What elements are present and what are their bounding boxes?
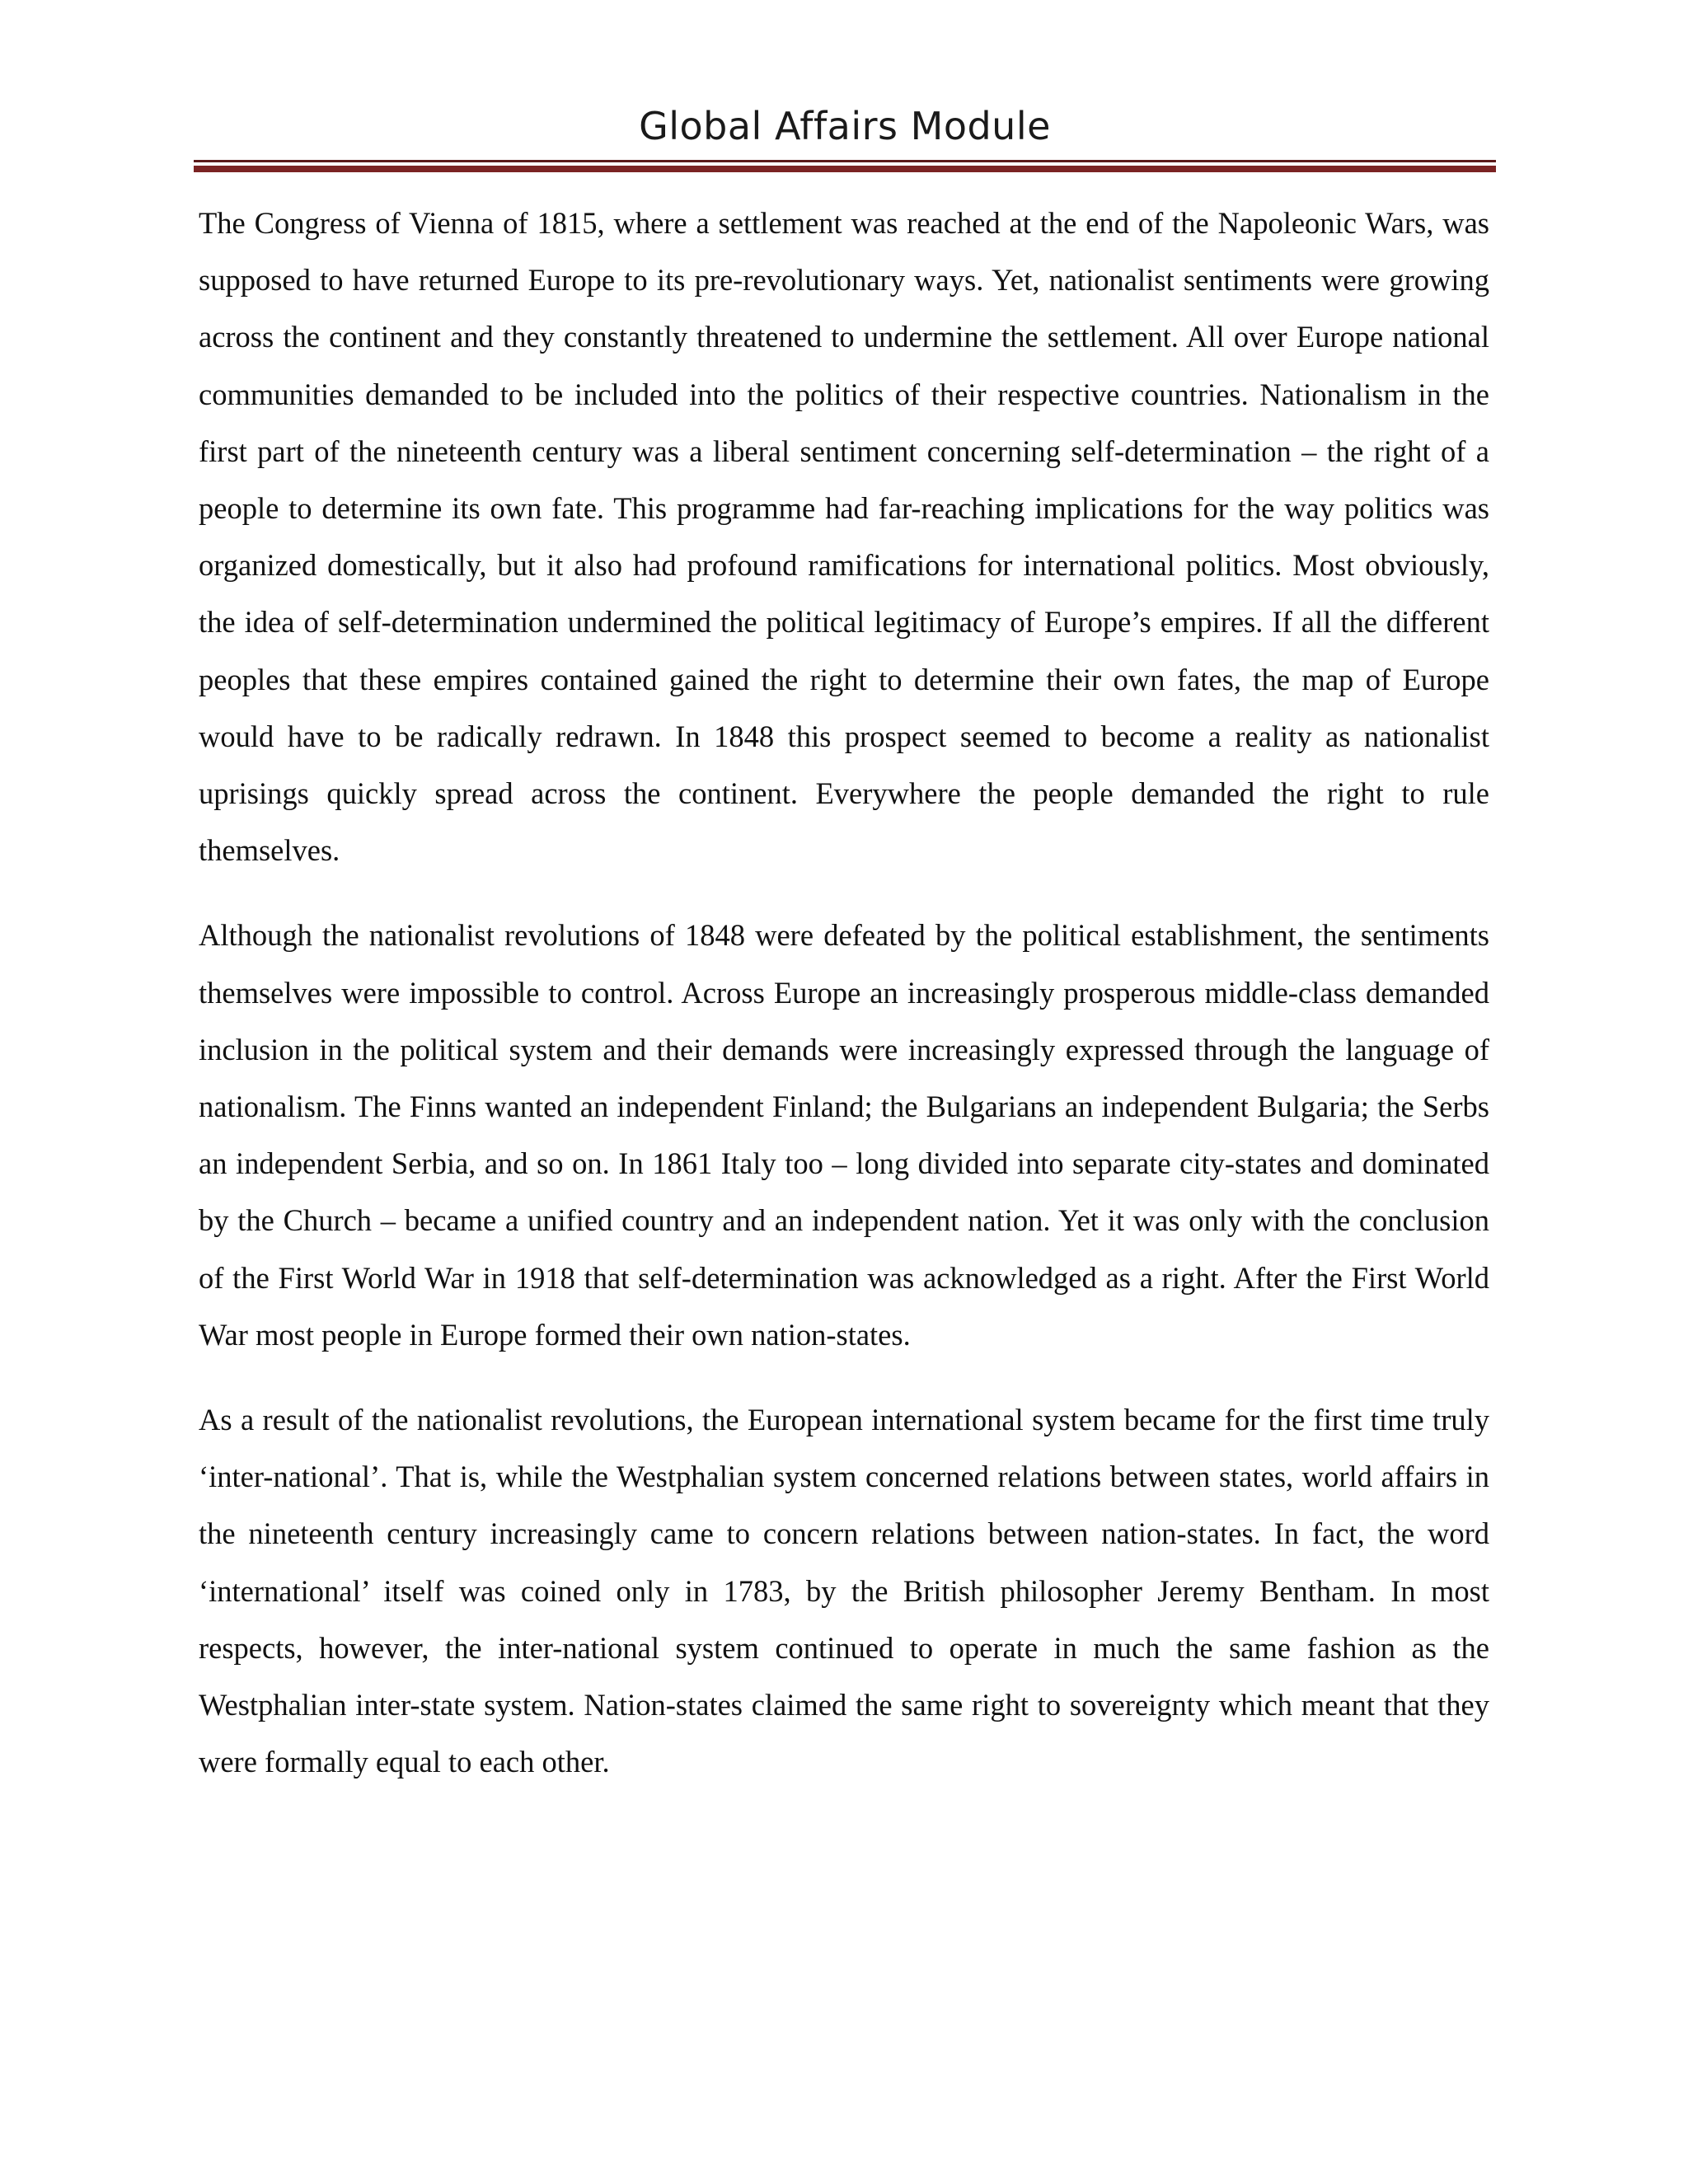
paragraph-1: The Congress of Vienna of 1815, where a settlement was reached at the end of the Napoleonic Wars, was supposed to have returned Europe to its pre-revolutionary ways. Yet, nationalist sentiments were growing across the continent and they constantly threatened to undermine the settlement. All over Europe national communities demanded to be included into the politics of their respective countries. Nationalism in the first part of the nineteenth century was a liberal sentiment concerning self-determination – the right of a people to determine its own fate. This programme had far-reaching implications for the way politics was organized domestically, but it also had profound ramifications for international politics. Most obviously, the idea of self-determination undermined the political legitimacy of Europe’s empires. If all the different peoples that these empires contained gained the right to determine their own fates, the map of Europe would have to be radically redrawn. In 1848 this prospect seemed to become a reality as nationalist uprisings quickly spread across the continent. Everywhere the people demanded the right to rule themselves. (199, 206, 1489, 868)
paragraph-3: As a result of the nationalist revolutions, the European international system became for the first time truly ‘inter-national’. That is, while the Westphalian system concerned relations between states, world affairs in the nineteenth century increasingly came to concern relations between nation-states. In fact, the word ‘international’ itself was coined only in 1783, by the British philosopher Jeremy Bentham. In most respects, however, the inter-national system continued to operate in much the same fashion as the Westphalian inter-state system. Nation-states claimed the same right to sovereignty which meant that they were formally equal to each other. (199, 1403, 1489, 1779)
page-header (194, 97, 1496, 172)
header-rule-thick (194, 166, 1496, 172)
header-rule-thin (194, 160, 1496, 162)
body-text (199, 194, 1489, 1818)
paragraph-2: Although the nationalist revolutions of 1848 were defeated by the political establishment, the sentiments themselves were impossible to control. Across Europe an increasingly prosperous middle-class demanded inclusion in the political system and their demands were increasingly expressed through the language of nationalism. The Finns wanted an independent Finland; the Bulgarians an independent Bulgaria; the Serbs an independent Serbia, and so on. In 1861 Italy too – long divided into separate city-states and dominated by the Church – became a unified country and an independent nation. Yet it was only with the conclusion of the First World War in 1918 that self-determination was acknowledged as a right. After the First World War most people in Europe formed their own nation-states. (199, 918, 1489, 1352)
header-title: Global Affairs Module (639, 104, 1051, 148)
